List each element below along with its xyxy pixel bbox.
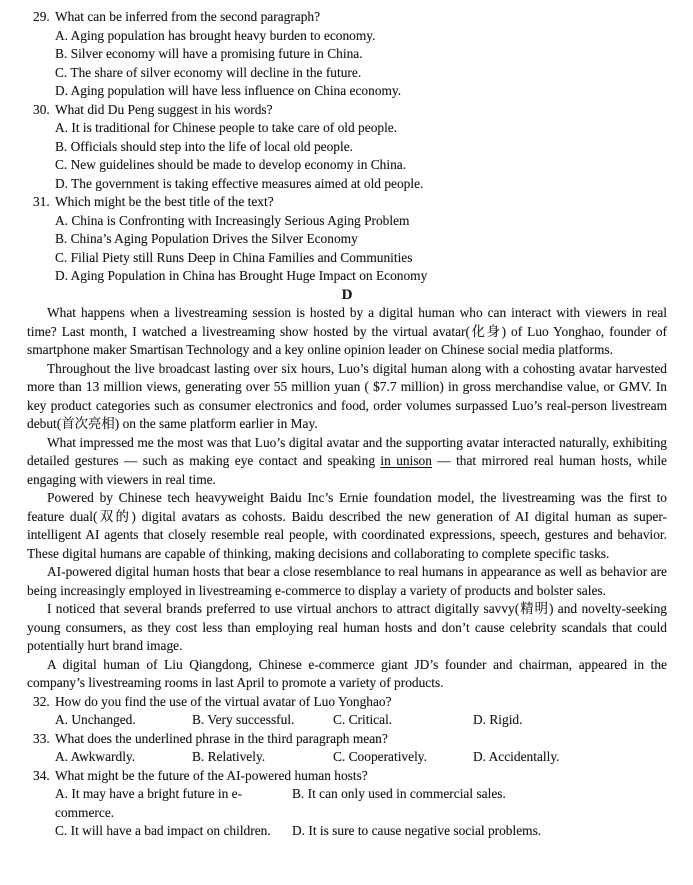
question-32-text: How do you find the use of the virtual avatar of Luo Yonghao? xyxy=(55,693,392,709)
question-34-option-d: D. It is sure to cause negative social problems. xyxy=(292,823,542,838)
question-32-option-d: D. Rigid. xyxy=(473,712,523,727)
question-33-option-a: A. Awkwardly. xyxy=(55,749,136,764)
passage-paragraph-2: Throughout the live broadcast lasting over six hours, Luo’s digital human along with a cohosting avatar harvested more than 13 million views, generating over 55 million yuan ( $7.7 million) in gross merchandise value, or GMV. In key product categories such as consumer electronics and food, order volumes surpassed Luo’s real-person livestream debut(首次亮相) on the same platform earlier in May. xyxy=(27,360,667,431)
question-34-number: 34. xyxy=(33,767,50,783)
question-34-text: What might be the future of the AI-powered human hosts? xyxy=(55,767,368,783)
question-32-option-c: C. Critical. xyxy=(333,712,393,727)
passage-paragraph-4: Powered by Chinese tech heavyweight Baidu Inc’s Ernie foundation model, the livestreaming was the first to feature dual(双的) digital avatars as cohosts. Baidu described the new generation of AI digital human as super-intelligent AI agents that closely resemble real people, with coordinated expressions, speech, gestures and behavior. These digital humans are capable of thinking, making decisions and collaborating to complete specific tasks. xyxy=(27,490,667,561)
question-29-option-c: C. The share of silver economy will decline in the future. xyxy=(55,64,362,80)
question-30-option-b: B. Officials should step into the life of local old people. xyxy=(55,138,354,154)
passage-paragraph-7: A digital human of Liu Qiangdong, Chinese e-commerce giant JD’s founder and chairman, appeared in the company’s livestreaming rooms in last April to promote a variety of products. xyxy=(27,656,667,690)
question-34 xyxy=(27,767,667,841)
question-30-option-c: C. New guidelines should be made to develop economy in China. xyxy=(55,157,407,172)
question-34-option-b: B. It can only used in commercial sales. xyxy=(292,786,506,801)
underlined-phrase: in unison xyxy=(380,453,432,468)
question-32-number: 32. xyxy=(33,693,50,709)
question-29-option-a: A. Aging population has brought heavy burden to economy. xyxy=(55,27,376,43)
passage-paragraph-1: What happens when a livestreaming session is hosted by a digital human who can interact with viewers in real time? Last month, I watched a livestreaming show hosted by the virtual avatar(化身) of Luo Yonghao, founder of smartphone maker Smartisan Technology and a key online opinion leader on Chinese social media platforms. xyxy=(27,305,667,357)
question-32 xyxy=(27,693,667,730)
passage-paragraph-6: I noticed that several brands preferred to use virtual anchors to attract digitally savvy(精明) and novelty-seeking young consumers, as they cost less than employing real human hosts and don’t cause celebrity scandals that could potentially hurt brand image. xyxy=(27,601,667,653)
paragraph-3-after: — that mirrored real human hosts, while engaging with viewers in real time. xyxy=(27,453,668,487)
question-33-option-c: C. Cooperatively. xyxy=(333,749,427,764)
question-33-option-b: B. Relatively. xyxy=(192,749,266,764)
question-31-option-c: C. Filial Piety still Runs Deep in China Families and Communities xyxy=(55,249,413,265)
question-34-option-a: A. It may have a bright future in e-commerce. xyxy=(55,786,243,820)
passage-paragraph-5: AI-powered digital human hosts that bear a close resemblance to real humans in appearance as well as behavior are being increasingly employed in livestreaming e-commerce to display a variety of products and bolster sales. xyxy=(27,564,667,598)
question-29-text: What can be inferred from the second paragraph? xyxy=(55,9,321,24)
question-30-text: What did Du Peng suggest in his words? xyxy=(55,101,273,117)
question-32-option-a: A. Unchanged. xyxy=(55,712,136,727)
question-31 xyxy=(27,193,667,286)
question-34-option-c: C. It will have a bad impact on children. xyxy=(55,823,271,838)
question-30 xyxy=(27,101,667,194)
question-33-number: 33. xyxy=(33,730,50,746)
question-31-option-a: A. China is Confronting with Increasingly Serious Aging Problem xyxy=(55,212,410,228)
question-30-option-d: D. The government is taking effective measures aimed at old people. xyxy=(55,175,424,191)
passage-paragraph-3 xyxy=(27,434,667,490)
question-31-text: Which might be the best title of the text? xyxy=(55,194,274,209)
question-33-text: What does the underlined phrase in the third paragraph mean? xyxy=(55,730,388,746)
question-31-option-b: B. China’s Aging Population Drives the Silver Economy xyxy=(55,231,358,246)
question-31-number: 31. xyxy=(33,194,50,209)
question-29-option-b: B. Silver economy will have a promising future in China. xyxy=(55,46,363,61)
question-29-number: 29. xyxy=(33,9,50,24)
question-29 xyxy=(27,8,667,101)
question-30-number: 30. xyxy=(33,101,50,117)
question-29-option-d: D. Aging population will have less influence on China economy. xyxy=(55,83,402,98)
question-33 xyxy=(27,730,667,767)
question-33-option-d: D. Accidentally. xyxy=(473,749,560,764)
question-31-option-d: D. Aging Population in China has Brought Huge Impact on Economy xyxy=(55,268,428,283)
paragraph-3-before: What impressed me the most was that Luo’s digital avatar and the supporting avatar interacted naturally, exhibiting detailed gestures — such as making eye contact and speaking xyxy=(27,434,667,468)
passage-section-label: D xyxy=(341,286,353,303)
question-32-option-b: B. Very successful. xyxy=(192,712,295,727)
question-30-option-a: A. It is traditional for Chinese people to take care of old people. xyxy=(55,120,398,135)
